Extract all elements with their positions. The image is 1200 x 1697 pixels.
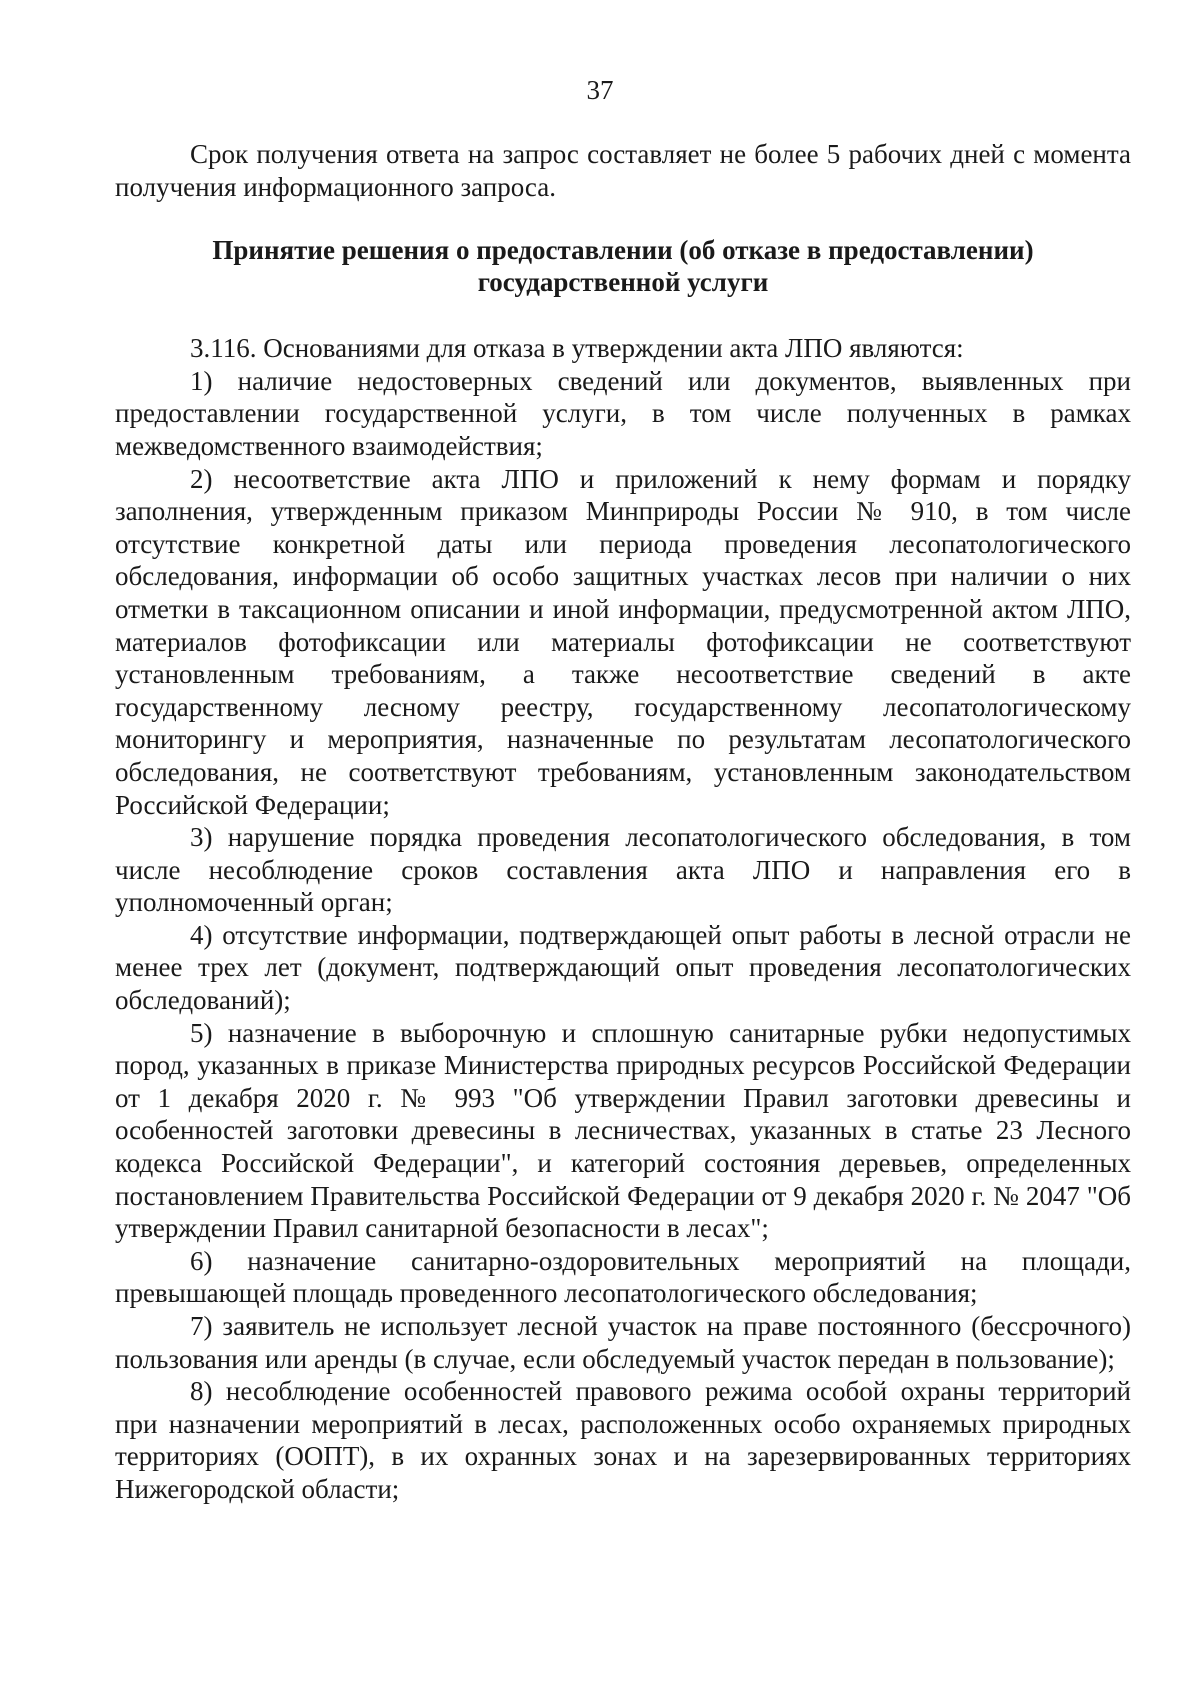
- list-item-2: 2) несоответствие акта ЛПО и приложений к нему формам и порядку заполнения, утвержденным приказом Минприроды России № 910, в том числе отсутствие конкретной даты или периода проведения лесопатологического обследования, информации об особо защитных участках лесов при наличии о них отметки в таксационном описании и иной информации, предусмотренной актом ЛПО, материалов фотофиксации или материалы фотофиксации не соответствуют установленным требованиям, а также несоответствие сведений в акте государственному лесному реестру, государственному лесопатологическому мониторингу и мероприятия, назначенные по результатам лесопатологического обследования, не соответствуют требованиям, установленным законодательством Российской Федерации;: [115, 463, 1131, 820]
- list-item-7: 7) заявитель не использует лесной участок на праве постоянного (бессрочного) пользования или аренды (в случае, если обследуемый участок передан в пользование);: [115, 1311, 1131, 1374]
- list-item-5: 5) назначение в выборочную и сплошную санитарные рубки недопустимых пород, указанных в приказе Министерства природных ресурсов Российской Федерации от 1 декабря 2020 г. № 993 "Об утверждении Правил заготовки древесины и особенностей заготовки древесины в лесничествах, указанных в статье 23 Лесного кодекса Российской Федерации", и категорий состояния деревьев, определенных постановлением Правительства Российской Федерации от 9 декабря 2020 г. № 2047 "Об утверждении Правил санитарной безопасности в лесах";: [115, 1017, 1131, 1244]
- list-item-1: 1) наличие недостоверных сведений или документов, выявленных при предоставлении государственной услуги, в том числе полученных в рамках межведомственного взаимодействия;: [115, 365, 1131, 461]
- list-item-4: 4) отсутствие информации, подтверждающей опыт работы в лесной отрасли не менее трех лет (документ, подтверждающий опыт проведения лесопатологических обследований);: [115, 919, 1131, 1016]
- document-body: [115, 138, 1131, 1506]
- list-item-8: 8) несоблюдение особенностей правового режима особой охраны территорий при назначении мероприятий в лесах, расположенных особо охраняемых природных территориях (ООПТ), в их охранных зонах и на зарезервированных территориях Нижегородской области;: [115, 1376, 1131, 1504]
- page-number: 37: [586, 75, 614, 105]
- clause-intro: 3.116. Основаниями для отказа в утверждении акта ЛПО являются:: [190, 333, 964, 364]
- section-heading-line-1: Принятие решения о предоставлении (об отказе в предоставлении): [212, 235, 1034, 266]
- intro-paragraph: Срок получения ответа на запрос составляет не более 5 рабочих дней с момента получения информационного запроса.: [115, 139, 1131, 202]
- list-item-3: 3) нарушение порядка проведения лесопатологического обследования, в том числе несоблюдение сроков составления акта ЛПО и направления его в уполномоченный орган;: [115, 822, 1131, 918]
- section-heading-line-2: государственной услуги: [477, 267, 769, 298]
- list-item-6: 6) назначение санитарно-оздоровительных мероприятий на площади, превышающей площадь проведенного лесопатологического обследования;: [115, 1245, 1131, 1309]
- section-heading: [115, 234, 1131, 298]
